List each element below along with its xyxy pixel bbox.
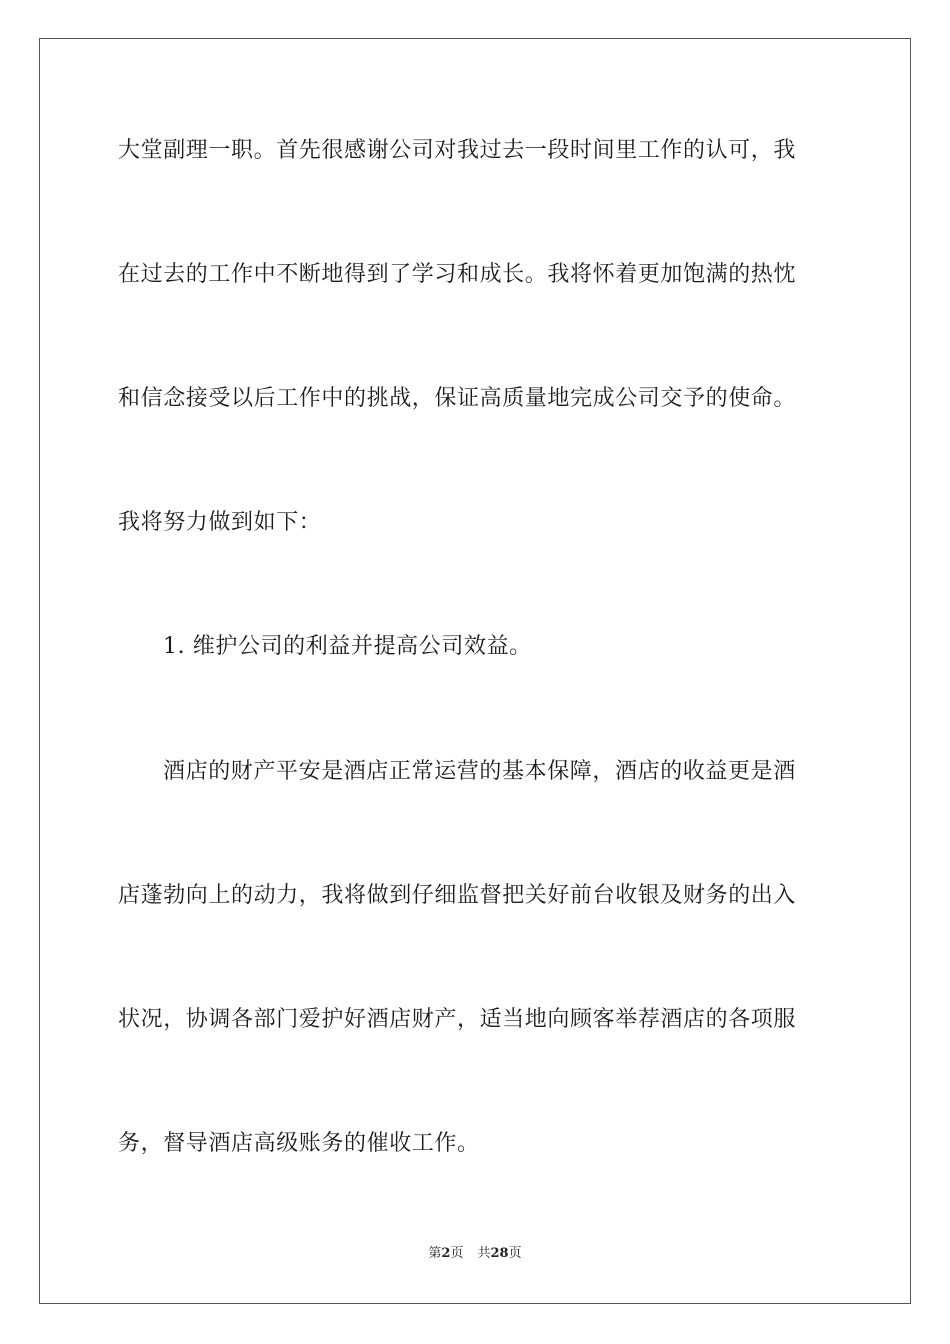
- page-prefix: 第: [428, 1246, 442, 1261]
- list-item-1: 1. 维护公司的利益并提高公司效益。: [163, 634, 532, 659]
- body-line-8: 状况，协调各部门爱护好酒店财产，适当地向顾客举荐酒店的各项服: [118, 1007, 797, 1032]
- total-prefix: 共: [477, 1246, 491, 1261]
- page-border: [39, 38, 911, 1304]
- total-pages: 28: [490, 1246, 509, 1261]
- body-line-3: 和信念接受以后工作中的挑战，保证高质量地完成公司交予的使命。: [118, 386, 797, 411]
- body-line-1: 大堂副理一职。首先很感谢公司对我过去一段时间里工作的认可，我: [118, 138, 797, 163]
- body-line-6: 酒店的财产平安是酒店正常运营的基本保障，酒店的收益更是酒: [163, 759, 796, 784]
- body-line-7: 店蓬勃向上的动力，我将做到仔细监督把关好前台收银及财务的出入: [118, 883, 797, 908]
- body-line-9: 务，督导酒店高级账务的催收工作。: [118, 1131, 480, 1156]
- page-number: 2: [441, 1246, 451, 1261]
- body-line-2: 在过去的工作中不断地得到了学习和成长。我将怀着更加饱满的热忱: [118, 262, 797, 287]
- body-line-4: 我将努力做到如下：: [118, 510, 322, 535]
- total-suffix: 页: [508, 1246, 522, 1261]
- page-footer: [0, 1245, 950, 1263]
- page-suffix: 页: [450, 1246, 464, 1261]
